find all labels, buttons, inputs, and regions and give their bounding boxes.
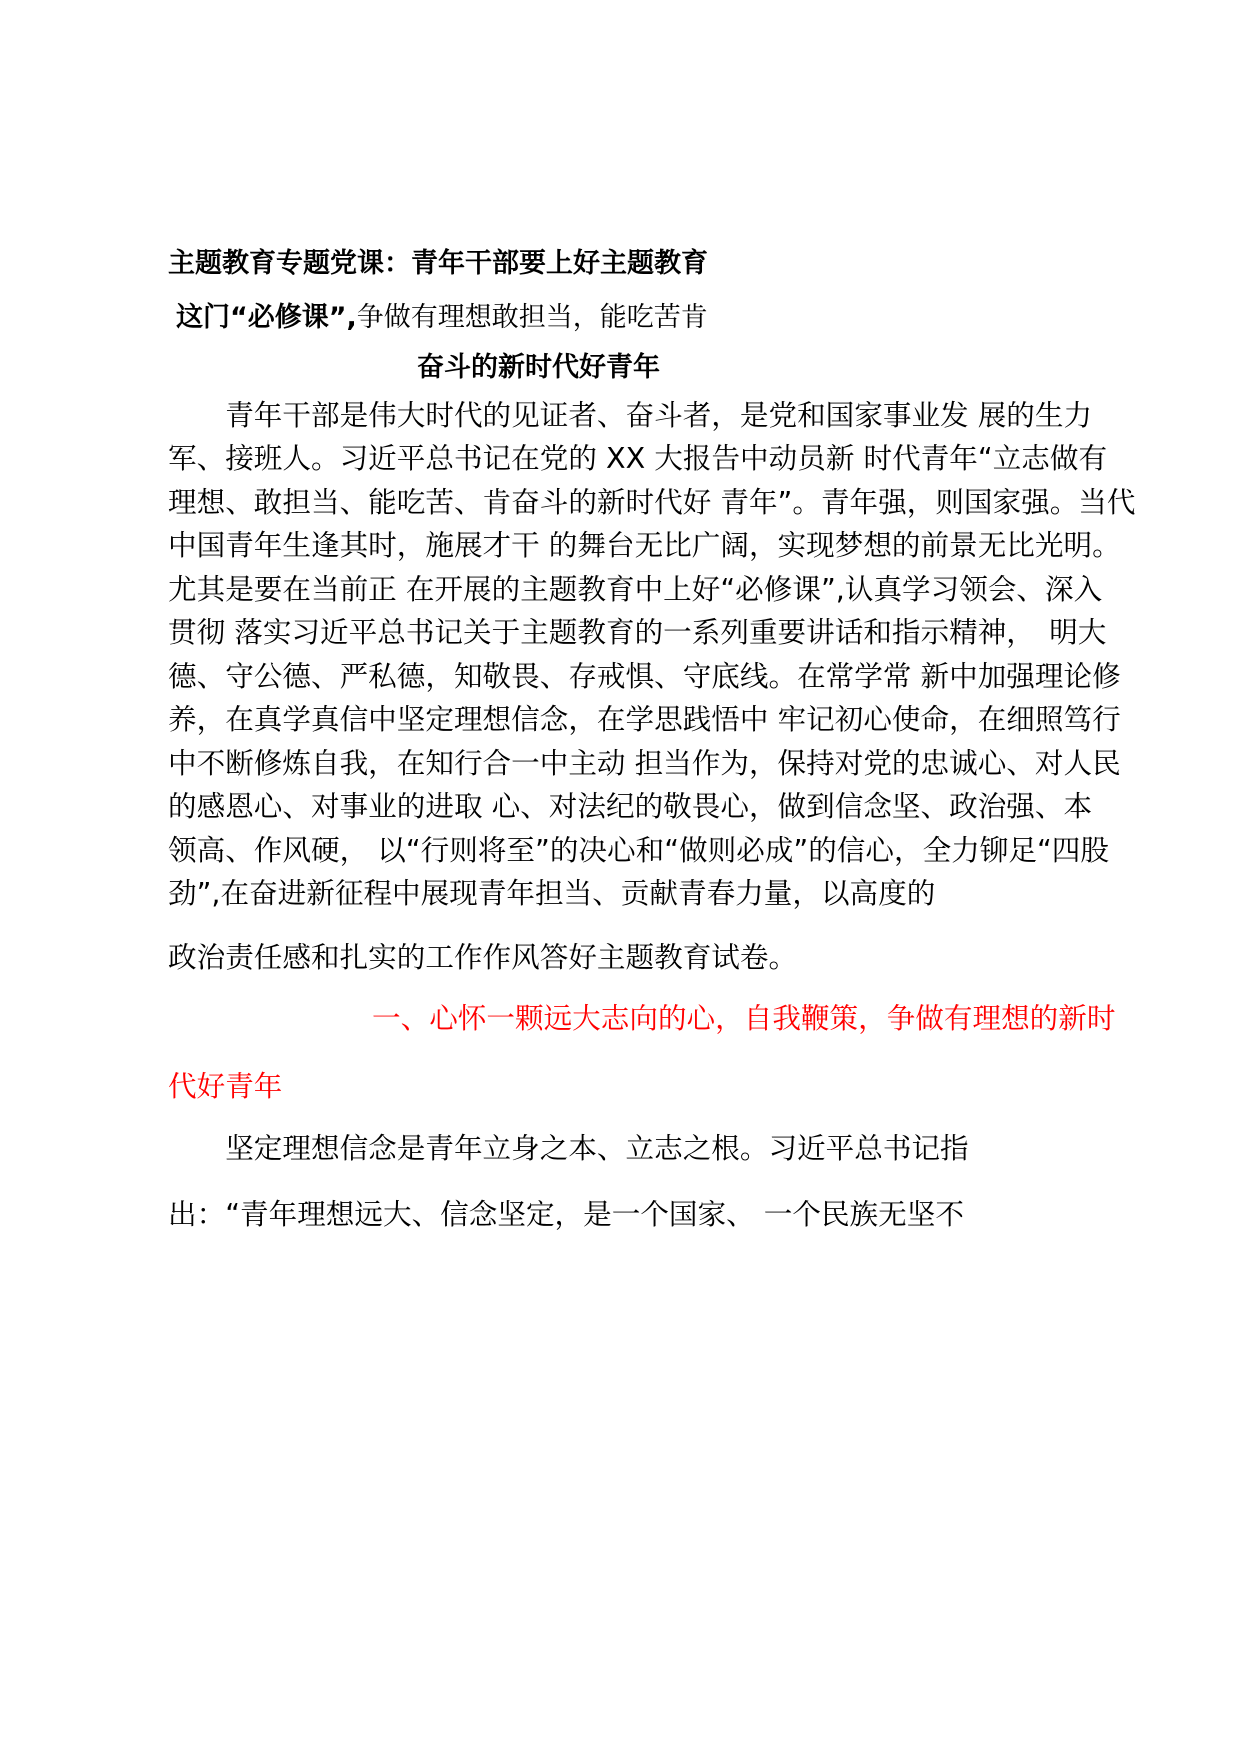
- section-paragraph-line: 坚定理想信念是青年立身之本、立志之根。习近平总书记指: [168, 1131, 969, 1165]
- paragraph-line: 青年干部是伟大时代的见证者、奋斗者，是党和国家事业发 展的生力: [168, 398, 1093, 432]
- paragraph-line: 的感恩心、对事业的进取 心、对法纪的敬畏心，做到信念坚、政治强、本: [168, 789, 1093, 823]
- paragraph-line: 劲”,在奋进新征程中展现青年担当、贡献青春力量，以高度的: [168, 876, 936, 910]
- paragraph-line: 领高、作风硬， 以“行则将至”的决心和“做则必成”的信心，全力铆足“四股: [168, 833, 1109, 867]
- paragraph-line: 养，在真学真信中坚定理想信念，在学思践悟中 牢记初心使命，在细照笃行: [168, 702, 1121, 736]
- paragraph-end: 政治责任感和扎实的工作作风答好主题教育试卷。: [168, 940, 798, 974]
- paragraph-line: 理想、敢担当、能吃苦、肯奋斗的新时代好 青年”。青年强，则国家强。当代: [168, 485, 1136, 519]
- paragraph-line: 军、接班人。习近平总书记在党的 XX 大报告中动员新 时代青年“立志做有: [168, 441, 1108, 475]
- paragraph-line: 中国青年生逢其时，施展才干 的舞台无比广阔，实现梦想的前景无比光明。: [168, 528, 1121, 562]
- section-heading-line-1: 一、心怀一颗远大志向的心，自我鞭策，争做有理想的新时: [372, 1001, 1116, 1035]
- section-paragraph-line: 出：“青年理想远大、信念坚定，是一个国家、 一个民族无坚不: [168, 1197, 964, 1231]
- title-line-2-normal: 争做有理想敢担当，能吃苦肯: [356, 302, 708, 333]
- section-heading-line-2: 代好青年: [168, 1069, 283, 1103]
- paragraph-line: 贯彻 落实习近平总书记关于主题教育的一系列重要讲话和指示精神， 明大: [168, 615, 1107, 649]
- paragraph-line: 德、守公德、严私德，知敬畏、存戒惧、守底线。在常学常 新中加强理论修: [168, 659, 1121, 693]
- paragraph-line: 中不断修炼自我，在知行合一中主动 担当作为，保持对党的忠诚心、对人民: [168, 746, 1121, 780]
- title-line-1: 主题教育专题党课：青年干部要上好主题教育: [168, 248, 708, 279]
- title-line-2-bold: 这门“必修课”,: [176, 302, 357, 333]
- title-line-2: [176, 300, 708, 336]
- paragraph-line: 尤其是要在当前正 在开展的主题教育中上好“必修课”,认真学习领会、深入: [168, 572, 1103, 606]
- title-line-3: 奋斗的新时代好青年: [417, 352, 660, 383]
